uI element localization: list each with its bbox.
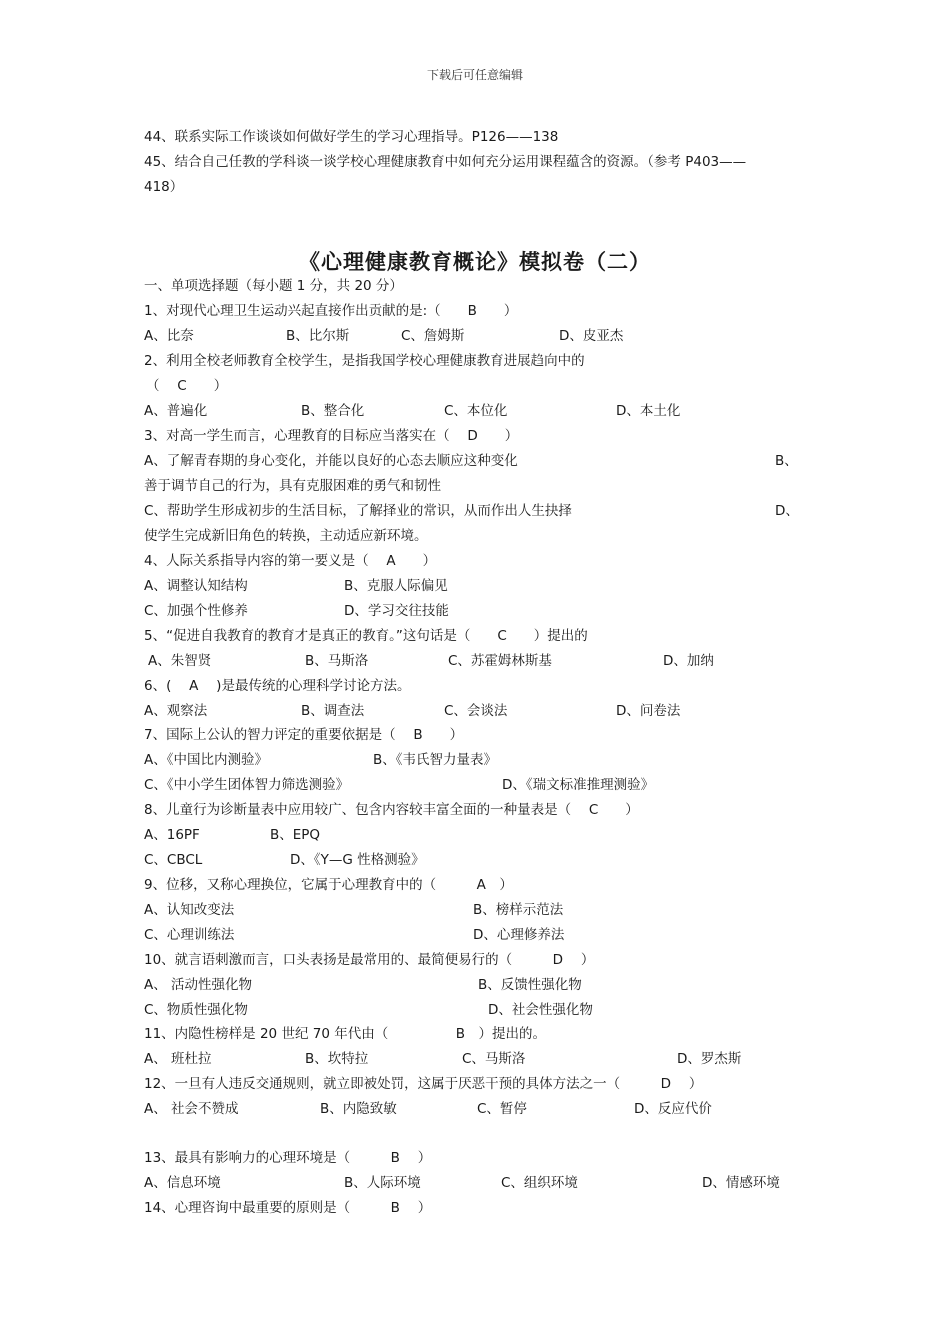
question-7-option-c: C、《中小学生团体智力筛选测验》 <box>144 777 350 793</box>
question-13-option-a: A、信息环境 <box>144 1175 221 1191</box>
section-heading: 一、单项选择题（每小题 1 分，共 20 分） <box>144 278 403 294</box>
question-12-option-b: B、内隐致敏 <box>320 1101 397 1117</box>
question-44: 44、联系实际工作谈谈如何做好学生的学习心理指导。P126——138 <box>144 129 559 145</box>
question-10-option-a: A、 活动性强化物 <box>144 977 253 993</box>
question-2-option-a: A、普遍化 <box>144 403 208 419</box>
question-10-stem: 10、就言语刺激而言，口头表扬是最常用的、最简便易行的（ D ） <box>144 952 595 968</box>
question-9-option-d: D、心理修养法 <box>473 927 565 943</box>
question-3-option-a: A、了解青春期的身心变化，并能以良好的心态去顺应这种变化 <box>144 453 518 469</box>
page-header: 下载后可任意编辑 <box>426 68 523 82</box>
question-8-option-a: A、16PF <box>144 827 200 843</box>
question-5-option-d: D、加纳 <box>663 653 714 669</box>
question-1-option-a: A、比奈 <box>144 328 194 344</box>
question-13-option-b: B、人际环境 <box>344 1175 421 1191</box>
question-1-option-d: D、皮亚杰 <box>559 328 624 344</box>
question-5-stem: 5、“促进自我教育的教育才是真正的教育。”这句话是（ C ）提出的 <box>144 628 588 644</box>
question-4-option-b: B、克服人际偏见 <box>344 578 448 594</box>
question-6-stem: 6、( A )是最传统的心理科学讨论方法。 <box>144 678 411 694</box>
question-4-option-c: C、加强个性修养 <box>144 603 248 619</box>
question-11-option-d: D、罗杰斯 <box>677 1051 742 1067</box>
question-8-option-b: B、EPQ <box>270 827 321 843</box>
question-12-stem: 12、一旦有人违反交通规则，就立即被处罚，这属于厌恶干预的具体方法之一（ D ） <box>144 1076 703 1092</box>
question-1-stem: 1、对现代心理卫生运动兴起直接作出贡献的是:（ B ） <box>144 303 518 319</box>
question-2-answer: （ C ） <box>146 378 228 394</box>
question-4-option-d: D、学习交往技能 <box>344 603 449 619</box>
question-2-stem: 2、利用全校老师教育全校学生，是指我国学校心理健康教育进展趋向中的 <box>144 353 585 369</box>
question-3-stem: 3、对高一学生而言，心理教育的目标应当落实在（ D ） <box>144 428 519 444</box>
question-14-stem: 14、心理咨询中最重要的原则是（ B ） <box>144 1200 432 1216</box>
question-9-option-c: C、心理训练法 <box>144 927 235 943</box>
question-3-option-d: 使学生完成新旧角色的转换，主动适应新环境。 <box>144 528 428 544</box>
question-4-stem: 4、人际关系指导内容的第一要义是（ A ） <box>144 553 437 569</box>
question-9-option-a: A、认知改变法 <box>144 902 235 918</box>
question-9-option-b: B、榜样示范法 <box>473 902 564 918</box>
question-4-option-a: A、调整认知结构 <box>144 578 248 594</box>
question-8-stem: 8、儿童行为诊断量表中应用较广、包含内容较丰富全面的一种量表是（ C ） <box>144 802 639 818</box>
question-8-option-c: C、CBCL <box>144 852 203 868</box>
question-13-stem: 13、最具有影响力的心理环境是（ B ） <box>144 1150 432 1166</box>
question-45-line2: 418） <box>144 179 184 195</box>
question-3-option-d-label: D、 <box>775 503 799 519</box>
question-6-option-b: B、调查法 <box>301 703 365 719</box>
question-7-option-a: A、《中国比内测验》 <box>144 752 268 768</box>
question-45-line1: 45、结合自己任教的学科谈一谈学校心理健康教育中如何充分运用课程蕴含的资源。（参考 P403—— <box>144 154 747 170</box>
question-2-option-d: D、本土化 <box>616 403 681 419</box>
question-9-stem: 9、位移，又称心理换位，它属于心理教育中的（ A ） <box>144 877 513 893</box>
question-12-option-a: A、 社会不赞成 <box>144 1101 239 1117</box>
question-11-stem: 11、内隐性榜样是 20 世纪 70 年代由（ B ）提出的。 <box>144 1026 546 1042</box>
question-2-option-b: B、整合化 <box>301 403 365 419</box>
question-10-option-b: B、反馈性强化物 <box>478 977 582 993</box>
question-7-option-b: B、《韦氏智力量表》 <box>373 752 498 768</box>
question-1-option-c: C、詹姆斯 <box>401 328 465 344</box>
question-10-option-c: C、物质性强化物 <box>144 1002 248 1018</box>
question-5-option-a: A、朱智贤 <box>148 653 212 669</box>
question-5-option-b: B、马斯洛 <box>305 653 369 669</box>
question-11-option-c: C、马斯洛 <box>462 1051 526 1067</box>
question-11-option-a: A、 班杜拉 <box>144 1051 212 1067</box>
question-3-option-b: 善于调节自己的行为，具有克服困难的勇气和韧性 <box>144 478 441 494</box>
question-11-option-b: B、坎特拉 <box>305 1051 369 1067</box>
question-8-option-d: D、《Y—G 性格测验》 <box>290 852 425 868</box>
question-7-stem: 7、国际上公认的智力评定的重要依据是（ B ） <box>144 727 464 743</box>
question-12-option-c: C、暂停 <box>477 1101 527 1117</box>
question-10-option-d: D、社会性强化物 <box>488 1002 593 1018</box>
question-6-option-a: A、观察法 <box>144 703 208 719</box>
question-13-option-d: D、情感环境 <box>702 1175 780 1191</box>
question-6-option-d: D、问卷法 <box>616 703 681 719</box>
question-13-option-c: C、组织环境 <box>501 1175 578 1191</box>
exam-title: 《心理健康教育概论》模拟卷（二） <box>299 250 651 274</box>
question-12-option-d: D、反应代价 <box>634 1101 712 1117</box>
question-3-option-c: C、帮助学生形成初步的生活目标，了解择业的常识，从而作出人生抉择 <box>144 503 572 519</box>
question-7-option-d: D、《瑞文标准推理测验》 <box>502 777 655 793</box>
question-6-option-c: C、会谈法 <box>444 703 508 719</box>
question-5-option-c: C、苏霍姆林斯基 <box>448 653 552 669</box>
question-2-option-c: C、本位化 <box>444 403 508 419</box>
question-1-option-b: B、比尔斯 <box>286 328 350 344</box>
question-3-option-b-label: B、 <box>775 453 798 469</box>
